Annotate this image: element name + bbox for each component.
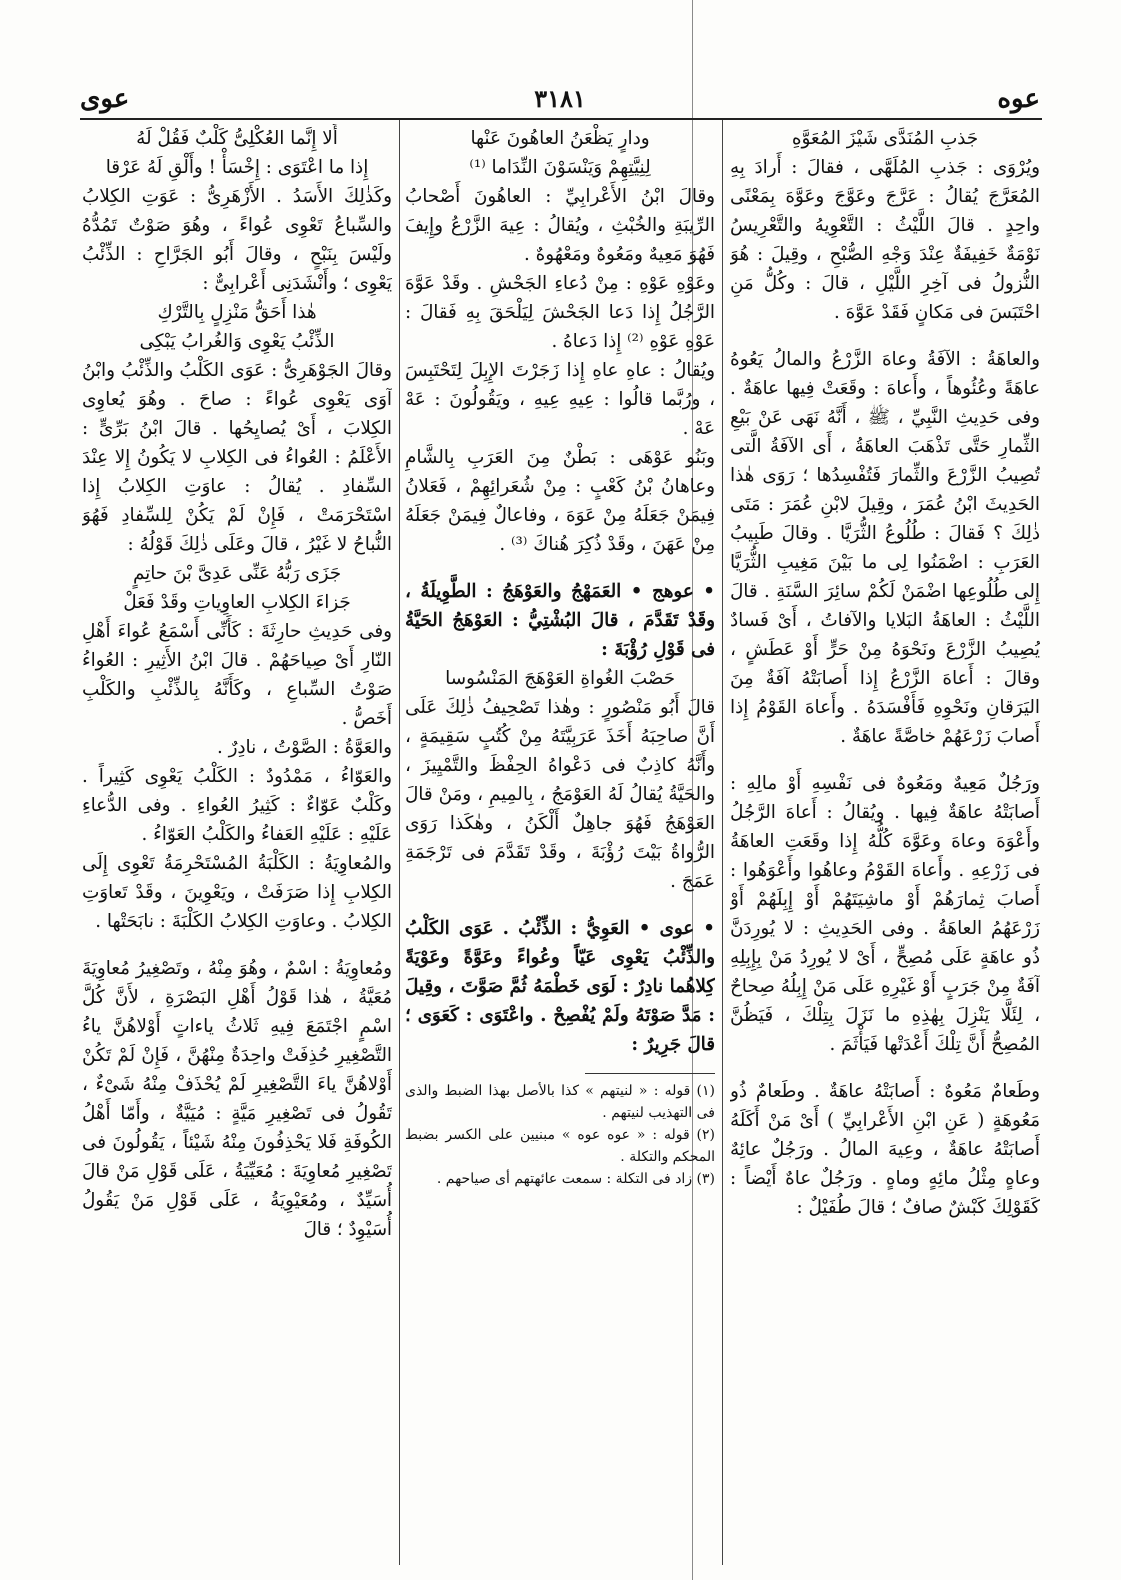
verse-line: إِذا ما اعْتَوَى : إِخْسَأْ ! وأَلْقِ لَهُ عَرْقا [105, 157, 369, 178]
page-number: ٣١٨١ [534, 84, 586, 113]
paragraph-gap [730, 327, 1040, 345]
verse-line: لِنِيَّتِهِمْ وَيَنْسَوْنَ النِّدَاما ⁽¹⁾ [469, 157, 651, 178]
verse-line: ودارٍ يَظْعَنُ العاهُونَ عَنْها [470, 128, 650, 149]
verse-line: جَزَى رَبُّهُ عَنِّى عَدِىَّ بْنَ حاتِمٍ [132, 563, 342, 584]
paragraph-gap [405, 896, 715, 914]
paragraph: والمُعاوِيَةُ : الكَلْبَةُ المُسْتَحْرِمَةُ تَعْوِى إِلَى الكِلابِ إِذا صَرَفَتْ ، ويَعْوِينَ ، وقَدْ تَعاوَتِ الكِلابُ . وعاوَتِ الكِلابُ الكَلْبَةَ : نابَحَتْها . [82, 853, 392, 932]
paragraph-gap [730, 1059, 1040, 1077]
header-entry-right: عوه [997, 84, 1040, 114]
paragraph-gap [405, 559, 715, 577]
paragraph: قالَ أَبُو مَنْصُورٍ : وهٰذا تَصْحِيفُ ذٰلِكَ عَلَى أَنَّ صاحِبَهُ أَخَذَ عَرَبِيَّتَهُ مِنْ كُتُبٍ سَقِيمَةٍ ، وأَنَّهُ كاذِبٌ فى دَعْواهُ الحِفْظَ والتَّمْيِيزَ ، والحَيَّةُ يُقالُ لَهُ العَوْمَجُ ، بِالمِيمِ ، ومَنْ قالَ العَوْهَجُ فَهُوَ جاهِلٌ أَلْكَنُ ، وهٰكَذا رَوَى الرُّواةُ بَيْتَ رُؤْبَةَ ، وقَدْ تَقَدَّمَ فى تَرْجَمَةِ عَمَجَ . [405, 697, 715, 892]
text-column-right [730, 124, 1040, 1569]
paragraph-gap [82, 936, 392, 954]
paragraph: وكَذٰلِكَ الأَسَدُ . الأَزْهَرِىُّ : عَوَتِ الكِلابُ والسِّباعُ تَعْوِى عُواءً ، وهُوَ صَوْتٌ تَمُدُّهُ ولَيْسَ بِنَبْحٍ ، وقالَ أَبُو الجَرَّاحِ : الذِّئْبُ يَعْوِى ؛ وأَنْشَدَنِى أَعْرابِىٌّ : [82, 186, 392, 294]
paragraph: ورَجُلٌ مَعِيهٌ ومَعُوهٌ فى نَفْسِهِ أَوْ مالِهِ : أَصابَتْهُ عاهَةٌ فِيها . ويُقالُ : أَعاهَ الرَّجُلُ وأَعْوَهَ وعاهَ وعَوَّهَ كُلُّهُ إِذا وقَعَتِ العاهَةُ فى زَرْعِهِ . وأَعاهَ القَوْمُ وعاهُوا وأَعْوَهُوا : أَصابَ ثِمارَهُمْ أَوْ ماشِيَتَهُمْ أَوْ إِبِلَهُمْ أَوْ زَرْعَهُمُ العاهَةُ . وفى الحَدِيثِ : لا يُورِدَنَّ ذُو عاهَةٍ عَلَى مُصِحٍّ ، أَىْ لا يُورِدُ مَنْ بِإِبِلِهِ آفَةٌ مِنْ جَرَبٍ أَوْ غَيْرِهِ عَلَى مَنْ إِبِلُهُ صِحاحٌ ، لِئَلَّا يَنْزِلَ بِهٰذِهِ ما نَزَلَ بِتِلْكَ ، فَيَظُنَّ المُصِحُّ أَنَّ تِلْكَ أَعْدَتْها فَيَأْثَمَ . [730, 773, 1040, 1055]
paragraph-gap [730, 751, 1040, 769]
footnote-rule [585, 1073, 715, 1074]
footnote: (٢) قوله : « عوه عوه » مبنيين على الكسر بضبط المحكم والتكلة . [405, 1127, 715, 1165]
column-divider-right [722, 120, 723, 1565]
header-rule [80, 118, 1042, 120]
paragraph: ويُقالُ : عاهِ عاهِ إِذا زَجَرْتَ الإِبِلَ لِتَحْتَبِسَ ، ورُبَّما قالُوا : عِيهِ عِيهِ ، ويَقُولُونَ : عَهْ عَهْ . [405, 360, 715, 439]
paragraph: وطَعامٌ مَعُوهٌ : أَصابَتْهُ عاهَةٌ . وطَعامٌ ذُو مَعُوهَةٍ ( عَنِ ابْنِ الأَعْرابِيِّ ) أَىْ مَنْ أَكَلَهُ أَصابَتْهُ عاهَةٌ ، وعِيهَ المالُ . ورَجُلٌ عائِهٌ وعاهٍ مِثْلُ مائِهٍ وماهٍ . ورَجُلٌ عاهٌ أَيْضاً : كَقَوْلِكَ كَبْشٌ صافٌ ؛ قالَ طُفَيْلٌ : [730, 1081, 1040, 1218]
header-entry-left: عوى [80, 84, 130, 114]
page-header [80, 82, 1040, 120]
verse-line: هٰذا أَحَقُّ مَنْزِلٍ بِالتَّرْكِ [157, 302, 317, 323]
paragraph: ومُعاوِيَةُ : اسْمٌ ، وهُوَ مِنْهُ ، وتَصْغِيرُ مُعاوِيَةَ مُعَيَّةُ ، هٰذا قَوْلُ أَهْلِ البَصْرَةِ ، لأَنَّ كُلَّ اسْمٍ اجْتَمَعَ فِيهِ ثَلاثُ ياءاتٍ أَوْلاهُنَّ ياءُ التَّصْغِيرِ حُذِفَتْ واحِدَةٌ مِنْهُنَّ ، فَإِنْ لَمْ تَكُنْ أَوْلاهُنَّ ياءَ التَّصْغِيرِ لَمْ يُحْذَفْ مِنْهُ شَىْءٌ ، تَقُولُ فى تَصْغِيرِ مَيَّةٍ : مُيَيَّةٌ ، وأَمّا أَهْلُ الكُوفَةِ فَلا يَحْذِفُونَ مِنْهُ شَيْئاً ، يَقُولُونَ فى تَصْغِيرِ مُعاوِيَةَ : مُعَيِّيَةُ ، عَلَى قَوْلِ مَنْ قالَ أُسَيِّدٌ ، ومُعَيْوِيَةُ ، عَلَى قَوْلِ مَنْ يَقُولُ أُسَيْوِدٌ ؛ قالَ [82, 958, 392, 1240]
paragraph: وفى حَدِيثِ حارِثَةَ : كَأَنِّى أَسْمَعُ عُواءَ أَهْلِ النّارِ أَىْ صِياحَهُمْ . قالَ ابْنُ الأَثِيرِ : العُواءُ صَوْتُ السِّباعِ ، وكَأَنَّهُ بِالذِّئْبِ والكَلْبِ أَخَصُّ . [82, 621, 392, 729]
paragraph: والعَوَّةُ : الصَّوْتُ ، نادِرٌ . [216, 737, 392, 758]
text-column-middle [405, 124, 715, 1569]
verse-line: الذِّئْبُ يَعْوِى وَالغُرابُ يَبْكِى [139, 331, 335, 352]
entry-paragraph: • عوى • العَوِيُّ : الذِّئْبُ . عَوَى الكَلْبُ والذِّئْبُ يَعْوِى عَيّاً وعُواءً وعَوَّةً وعَوْيَةً كِلاهُما نادِرٌ : لَوَى خَطْمَهُ ثُمَّ صَوَّتَ ، وقِيلَ : مَدَّ صَوْتَهُ ولَمْ يُفْصِحْ . واعْتَوَى : كَعَوَى ؛ قالَ جَرِيرٌ : [405, 918, 715, 1055]
paragraph: وقالَ الجَوْهَرِىُّ : عَوَى الكَلْبُ والذِّئْبُ وابْنُ آوَى يَعْوِى عُواءً : صاحَ . وهُوَ يُعاوِى الكِلابَ ، أَىْ يُصايِحُها . قالَ ابْنُ بَرِّىٍّ : الأَعْلَمُ : العُواءُ فى الكِلابِ لا يَكُونُ إِلا عِنْدَ السِّفادِ . يُقالُ : عاوَتِ الكِلابُ إِذا اسْتَحْرَمَتْ ، فَإِنْ لَمْ يَكُنْ لِلسِّفادِ فَهُوَ النُّباحُ لا غَيْرُ ، قالَ وعَلَى ذٰلِكَ قَوْلُهُ : [82, 360, 392, 555]
footnote: (١) قوله : « لنيتهم » كذا بالأصل بهذا الضبط والذى فى التهذيب لنيتهم . [405, 1083, 715, 1121]
verse-line: جَذبِ المُنَدَّى شَيْزَ المُعَوَّهِ [791, 128, 979, 149]
paragraph: وعَوْهِ عَوْهِ : مِنْ دُعاءِ الجَحْشِ . وقَدْ عَوَّهَ الرَّجُلُ إِذا دَعا الجَحْشَ لِيَلْحَقَ بِهِ فَقالَ : عَوْهِ عَوْهِ ⁽²⁾ إِذا دَعاهُ . [405, 273, 715, 352]
text-column-left [82, 124, 392, 1569]
paragraph: ويُرْوَى : جَذبِ المُلَهَّى ، فقالَ : أَرادَ بِهِ المُعَرَّجَ يُقالُ : عَرَّجَ وعَوَّجَ وعَوَّهَ بِمَعْنًى واحِدٍ . قالَ اللَّيْثُ : التَّعْوِيهُ والتَّعْرِيسُ نَوْمَةٌ خَفِيفَةٌ عِنْدَ وَجْهِ الصُّبْحِ ، وقِيلَ : هُوَ النُّزولُ فى آخِرِ اللَّيْلِ ، قالَ : وكُلُّ مَنِ احْتَبَسَ فى مَكانٍ فَقَدْ عَوَّهَ . [730, 157, 1040, 323]
verse-line: جَزاءَ الكِلابِ العاوِياتِ وقَدْ فَعَلْ [123, 592, 351, 613]
paragraph: وقالَ ابْنُ الأَعْرابِيِّ : العاهُونَ أَصْحابُ الرِّيبَةِ والخُبْثِ ، ويُقالُ : عِيهَ الزَّرْعُ وإِيفَ فَهُوَ مَعِيهٌ ومَعُوهٌ ومَعْهُوهٌ . [405, 186, 715, 265]
paragraph: والعاهَةُ : الآفَةُ وعاهَ الزَّرْعُ والمالُ يَعُوهُ عاهَةً وعُئُوهاً ، وأَعاهَ : وقَعَتْ فِيها عاهَةٌ . وفى حَدِيثِ النَّبِيِّ ، ﷺ ، أَنَّهُ نَهَى عَنْ بَيْعِ الثِّمارِ حَتَّى تَذْهَبَ العاهَةُ ، أَى الآفَةُ الَّتى تُصِيبُ الزَّرْعَ والثِّمارَ فَتُفْسِدُها ؛ رَوَى هٰذا الحَدِيثَ ابْنُ عُمَرَ ، وقِيلَ لابْنِ عُمَرَ : مَتَى ذٰلِكَ ؟ فَقالَ : طُلُوعُ الثُّرَيَّا . وقالَ طَبِيبُ العَرَبِ : اضْمَنُوا لِى ما بَيْنَ مَغِيبِ الثُّرَيَّا إِلى طُلُوعِها اضْمَنْ لَكُمْ سائِرَ السَّنَةِ . قالَ اللَّيْثُ : العاهَةُ البَلايا والآفاتُ ، أَىْ فَسادٌ يُصِيبُ الزَّرْعَ ونَحْوَهُ مِنْ حَرٍّ أَوْ عَطَشٍ ، وقالَ : أَعاهَ الزَّرْعُ إِذا أَصابَتْهُ آفَةٌ مِنَ اليَرَقانِ ونَحْوِهِ فَأَفْسَدَهُ . وأَعاهَ القَوْمُ إِذا أَصابَ زَرْعَهُمْ خاصَّةً عاهَةٌ . [730, 349, 1040, 747]
verse-line: حَصْبَ الغُواةِ العَوْهَجَ المَنْسُوسا [445, 668, 675, 689]
footnote: (٣) زاد فى التكلة : سمعت عائهتهم أى صياحهم . [436, 1171, 715, 1187]
column-divider-left [399, 120, 400, 1565]
paragraph: والعَوّاءُ ، مَمْدُودٌ : الكَلْبُ يَعْوِى كَثِيراً . وكَلْبٌ عَوّاءٌ : كَثِيرُ العُواءِ . وفى الدُّعاءِ عَلَيْهِ : عَلَيْهِ العَفاءُ والكَلْبُ العَوّاءُ . [82, 766, 392, 845]
verse-line: أَلا إِنَّما العُكْلِىُّ كَلْبٌ فَقُلْ لَهُ [136, 128, 338, 149]
paragraph: وبَنُو عَوْهَى : بَطْنٌ مِنَ العَرَبِ بِالشَّامِ وعاهانُ بْنُ كَعْبٍ : مِنْ شُعَرائِهِمْ ، فَعَلانُ فِيمَنْ جَعَلَهُ مِنْ عَوَهَ ، وفاعالٌ فِيمَنْ جَعَلَهُ مِنْ عَهَنَ ، وقَدْ ذُكِرَ هُناكَ ⁽³⁾ . [405, 447, 715, 555]
entry-paragraph: • عوهج • العَمَهْجُ والعَوْهَجُ : الطَّوِيلَةُ ، وقَدْ تَقَدَّمَ ، قالَ البُشْتِيُّ : العَوْهَجُ الحَيَّةُ فى قَوْلِ رُؤْبَةَ : [405, 581, 715, 660]
